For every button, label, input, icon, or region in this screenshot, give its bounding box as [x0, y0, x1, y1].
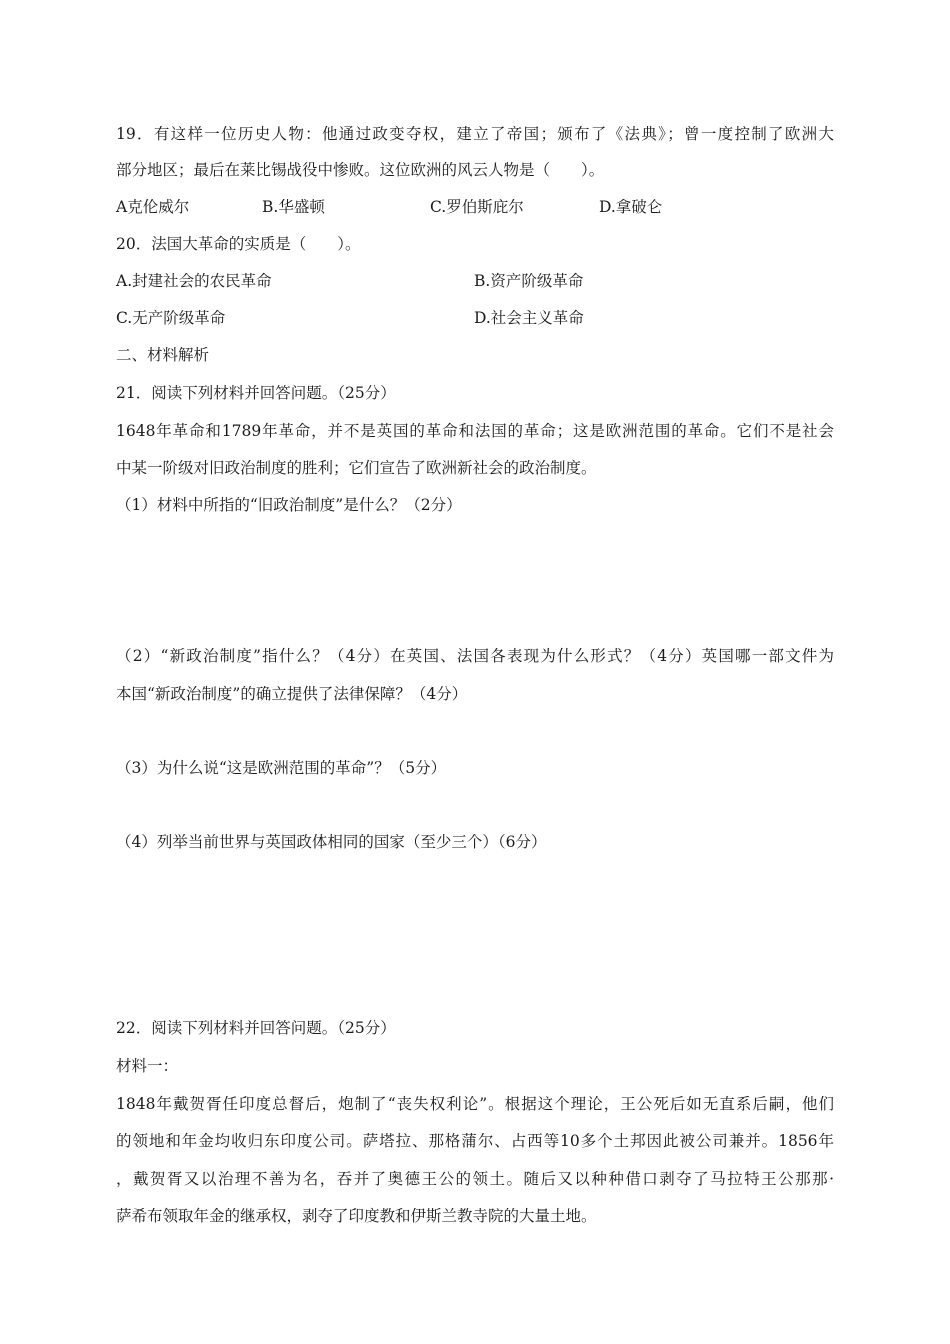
q21-stem: 21．阅读下列材料并回答问题。（25分） [116, 384, 396, 402]
q20-option-a: A.封建社会的农民革命 [116, 272, 272, 290]
q22-material-line-1: 1848年戴贺胥任印度总督后，炮制了“丧失权利论”。根据这个理论，王公死后如无直系后嗣，他们 [116, 1095, 834, 1113]
q19-option-b: B.华盛顿 [262, 198, 325, 216]
q20-option-b: B.资产阶级革命 [474, 272, 584, 290]
q21-sub-question-2-line-2: 本国“新政治制度”的确立提供了法律保障？（4分） [116, 685, 468, 703]
section-title: 二、材料解析 [116, 346, 210, 364]
q22-material-title: 材料一： [116, 1057, 179, 1075]
q21-material-line-2: 中某一阶级对旧政治制度的胜利；它们宣告了欧洲新社会的政治制度。 [116, 459, 597, 477]
q19-stem-line-1: 19．有这样一位历史人物：他通过政变夺权，建立了帝国；颁布了《法典》；曾一度控制了欧洲大 [116, 125, 834, 143]
q21-sub-question-4: （4）列举当前世界与英国政体相同的国家（至少三个）（6分） [116, 833, 547, 851]
q19-option-a: A克伦威尔 [116, 198, 190, 216]
q21-material-line-1: 1648年革命和1789年革命，并不是英国的革命和法国的革命；这是欧洲范围的革命。它们不是社会 [116, 422, 834, 440]
q20-stem: 20．法国大革命的实质是（ ）。 [116, 235, 361, 253]
q21-sub-question-1: （1）材料中所指的“旧政治制度”是什么？（2分） [116, 496, 462, 514]
q22-material-line-2: 的领地和年金均收归东印度公司。萨塔拉、那格蒲尔、占西等10多个土邦因此被公司兼并。1856年 [116, 1132, 834, 1150]
q19-option-d: D.拿破仑 [599, 198, 663, 216]
q22-stem: 22．阅读下列材料并回答问题。（25分） [116, 1019, 396, 1037]
q19-option-c: C.罗伯斯庇尔 [430, 198, 524, 216]
q20-option-c: C.无产阶级革命 [116, 309, 226, 327]
q21-sub-question-3: （3）为什么说“这是欧洲范围的革命”？（5分） [116, 759, 447, 777]
q20-option-d: D.社会主义革命 [474, 309, 584, 327]
q22-material-line-3: ，戴贺胥又以治理不善为名，吞并了奥德王公的领土。随后又以种种借口剥夺了马拉特王公那那· [116, 1170, 834, 1188]
q19-stem-line-2: 部分地区；最后在莱比锡战役中惨败。这位欧洲的风云人物是（ ）。 [116, 161, 605, 179]
q22-material-line-4: 萨希布领取年金的继承权，剥夺了印度教和伊斯兰教寺院的大量土地。 [116, 1207, 597, 1225]
q21-sub-question-2-line-1: （2）“新政治制度”指什么？（4分）在英国、法国各表现为什么形式？（4分）英国哪一部文件为 [116, 647, 834, 665]
